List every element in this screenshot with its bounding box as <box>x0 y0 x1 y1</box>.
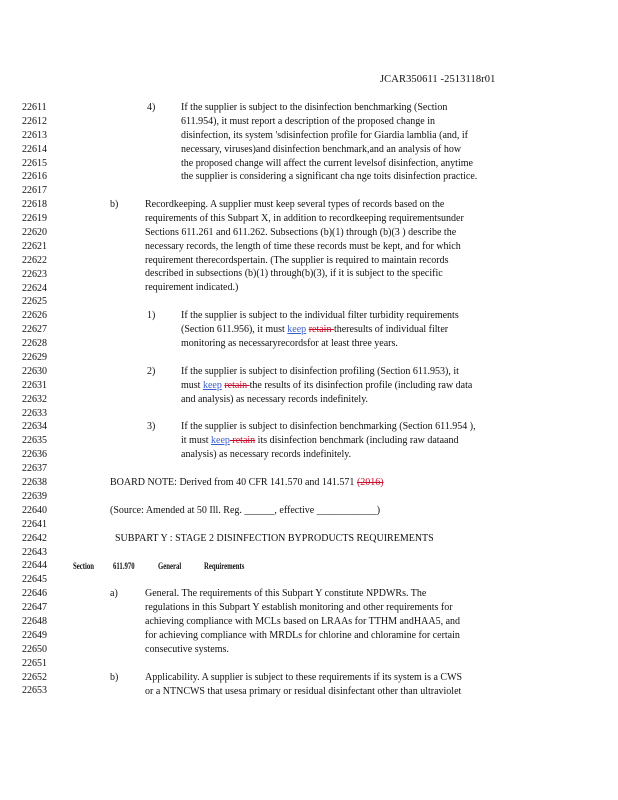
item-b3-line <box>181 434 476 448</box>
line-number: 22630 <box>22 365 47 377</box>
item-b1-paragraph <box>181 309 459 351</box>
item-b1-line: monitoring as necessaryrecordsfor at least three years. <box>181 337 398 349</box>
line-number: 22628 <box>22 338 47 350</box>
line-number: 22653 <box>22 685 47 697</box>
line-number: 22647 <box>22 602 47 614</box>
line-number-column <box>22 101 62 698</box>
item-4-line: the supplier is considering a significant cha nge toits disinfection practice. <box>181 171 478 183</box>
recordkeeping-line: requirements of this Subpart X, in addition to recordkeeping requirementsunder <box>145 212 464 224</box>
line-number: 22650 <box>22 643 47 655</box>
line-number: 22635 <box>22 435 47 447</box>
line-number: 22614 <box>22 143 47 155</box>
line-number: 22639 <box>22 490 47 502</box>
line-number: 22619 <box>22 213 47 225</box>
item-4-line: necessary, viruses)and disinfection benchmark,and an analysis of how <box>181 143 462 155</box>
line-number: 22645 <box>22 574 47 586</box>
item-4-line: 611.954), it must report a description of the proposed change in <box>181 115 436 127</box>
line-number: 22615 <box>22 157 47 169</box>
line-number: 22649 <box>22 629 47 641</box>
item-4-line: the proposed change will affect the current levelsof disinfection, anytime <box>181 157 473 169</box>
line-number: 22629 <box>22 352 47 364</box>
line-number: 22643 <box>22 546 47 558</box>
line-number: 22634 <box>22 421 47 433</box>
item-4-line: If the supplier is subject to the disinfection benchmarking (Section <box>181 102 448 113</box>
subsection-b-label: b) <box>110 199 119 210</box>
line-number: 22617 <box>22 185 47 197</box>
recordkeeping-line: described in subsections (b)(1) through(b)(3), if it is subject to the specific <box>145 268 443 280</box>
item-b3-label: 3) <box>147 421 156 432</box>
section-number: 611.970 <box>113 561 135 571</box>
item-b1-text: (Section 611.956), it must <box>181 323 288 335</box>
item-b3-line: If the supplier is subject to disinfection benchmarking (Section 611.954 ), <box>181 421 476 432</box>
line-number: 22613 <box>22 129 47 141</box>
applicability-line: or a NTNCWS that usesa primary or residual disinfectant other than ultraviolet <box>145 685 462 697</box>
line-number: 22640 <box>22 504 47 516</box>
line-number: 22616 <box>22 171 47 183</box>
line-number: 22642 <box>22 532 47 544</box>
item-4-label: 4) <box>147 102 156 113</box>
line-number: 22611 <box>22 102 47 113</box>
deleted-text: (2016) <box>356 477 384 488</box>
general-line: for achieving compliance with MRDLs for chlorine and chloramine for certain <box>145 629 460 641</box>
deleted-text: retain <box>224 379 250 391</box>
deleted-text: retain <box>229 434 256 446</box>
item-4-line: disinfection, its system 'sdisinfection profile for Giardia lamblia (and, if <box>181 129 469 141</box>
item-b3-paragraph <box>181 420 476 462</box>
item-b1-line: If the supplier is subject to the individual filter turbidity requirements <box>181 310 459 321</box>
recordkeeping-paragraph <box>145 198 464 295</box>
line-number: 22612 <box>22 115 47 127</box>
subpart-title: SUBPART Y : STAGE 2 DISINFECTION BYPRODUCTS REQUIREMENTS <box>115 533 434 544</box>
inserted-text: keep <box>202 379 222 391</box>
line-number: 22632 <box>22 393 47 405</box>
source-note: (Source: Amended at 50 Ill. Reg. ______, effective ____________) <box>110 505 381 516</box>
line-number: 22636 <box>22 449 47 461</box>
item-b2-text: the results of its disinfection profile (including raw data <box>249 379 473 391</box>
general-paragraph <box>145 587 460 656</box>
item-b1-text: theresults of individual filter <box>333 323 449 335</box>
item-b2-paragraph <box>181 365 472 407</box>
board-note-text: BOARD NOTE: Derived from 40 CFR 141.570 and 141.571 <box>110 477 357 488</box>
general-line: achieving compliance with MCLs based on LRAAs for TTHM andHAA5, and <box>145 615 461 627</box>
line-number: 22623 <box>22 268 47 280</box>
board-note <box>110 476 384 490</box>
line-number: 22651 <box>22 657 47 669</box>
recordkeeping-line: Sections 611.261 and 611.262. Subsections (b)(1) through (b)(3 ) describe the <box>145 226 457 238</box>
item-b2-label: 2) <box>147 366 156 377</box>
recordkeeping-line: Recordkeeping. A supplier must keep several types of records based on the <box>145 199 445 210</box>
line-number: 22633 <box>22 407 47 419</box>
line-number: 22620 <box>22 227 47 239</box>
recordkeeping-line: requirement indicated.) <box>145 282 239 294</box>
general-line: consecutive systems. <box>145 643 229 655</box>
line-number: 22621 <box>22 240 47 252</box>
item-b1-label: 1) <box>147 310 156 321</box>
line-number: 22627 <box>22 324 47 336</box>
line-number: 22652 <box>22 671 47 683</box>
item-b3-text: its disinfection benchmark (including raw dataand <box>255 434 459 446</box>
line-number: 22641 <box>22 518 47 530</box>
section-word: Section <box>73 561 94 571</box>
subsection-a-label: a) <box>110 588 118 599</box>
item-b3-line: analysis) as necessary records indefinitely. <box>181 448 352 460</box>
line-number: 22637 <box>22 463 47 475</box>
line-number: 22646 <box>22 588 47 600</box>
item-b3-text: it must <box>181 434 212 446</box>
board-note-line <box>110 476 384 490</box>
line-number: 22648 <box>22 615 47 627</box>
line-number: 22618 <box>22 199 47 211</box>
subsection-b-applicability-label: b) <box>110 672 119 683</box>
deleted-text: retain <box>308 323 334 335</box>
line-number: 22626 <box>22 310 47 322</box>
document-id-header: JCAR350611 -2513118r01 <box>380 74 496 85</box>
general-line: General. The requirements of this Subpart Y constitute NPDWRs. The <box>145 588 427 599</box>
recordkeeping-line: necessary records, the length of time these records must be kept, and for which <box>145 240 461 252</box>
applicability-paragraph <box>145 671 462 699</box>
section-title-general: General <box>158 561 182 571</box>
line-number: 22622 <box>22 254 47 266</box>
section-title-requirements: Requirements <box>204 561 245 571</box>
line-number: 22631 <box>22 379 47 391</box>
inserted-text: keep <box>287 323 307 335</box>
recordkeeping-line: requirement therecordspertain. (The supplier is required to maintain records <box>145 254 449 266</box>
applicability-line: Applicability. A supplier is subject to these requirements if its system is a CWS <box>145 672 463 683</box>
general-line: regulations in this Subpart Y establish monitoring and other requirements for <box>145 601 453 613</box>
line-number: 22624 <box>22 282 47 294</box>
item-b2-line: If the supplier is subject to disinfection profiling (Section 611.953), it <box>181 366 459 377</box>
item-4-paragraph <box>181 101 477 184</box>
item-b2-line <box>181 379 472 393</box>
item-b1-line <box>181 323 459 337</box>
line-number: 22625 <box>22 296 47 308</box>
item-b2-line: and analysis) as necessary records indefinitely. <box>181 393 369 405</box>
inserted-text: keep <box>211 434 230 446</box>
line-number: 22638 <box>22 477 47 489</box>
line-number: 22644 <box>22 560 47 572</box>
item-b2-text: must <box>181 379 203 391</box>
